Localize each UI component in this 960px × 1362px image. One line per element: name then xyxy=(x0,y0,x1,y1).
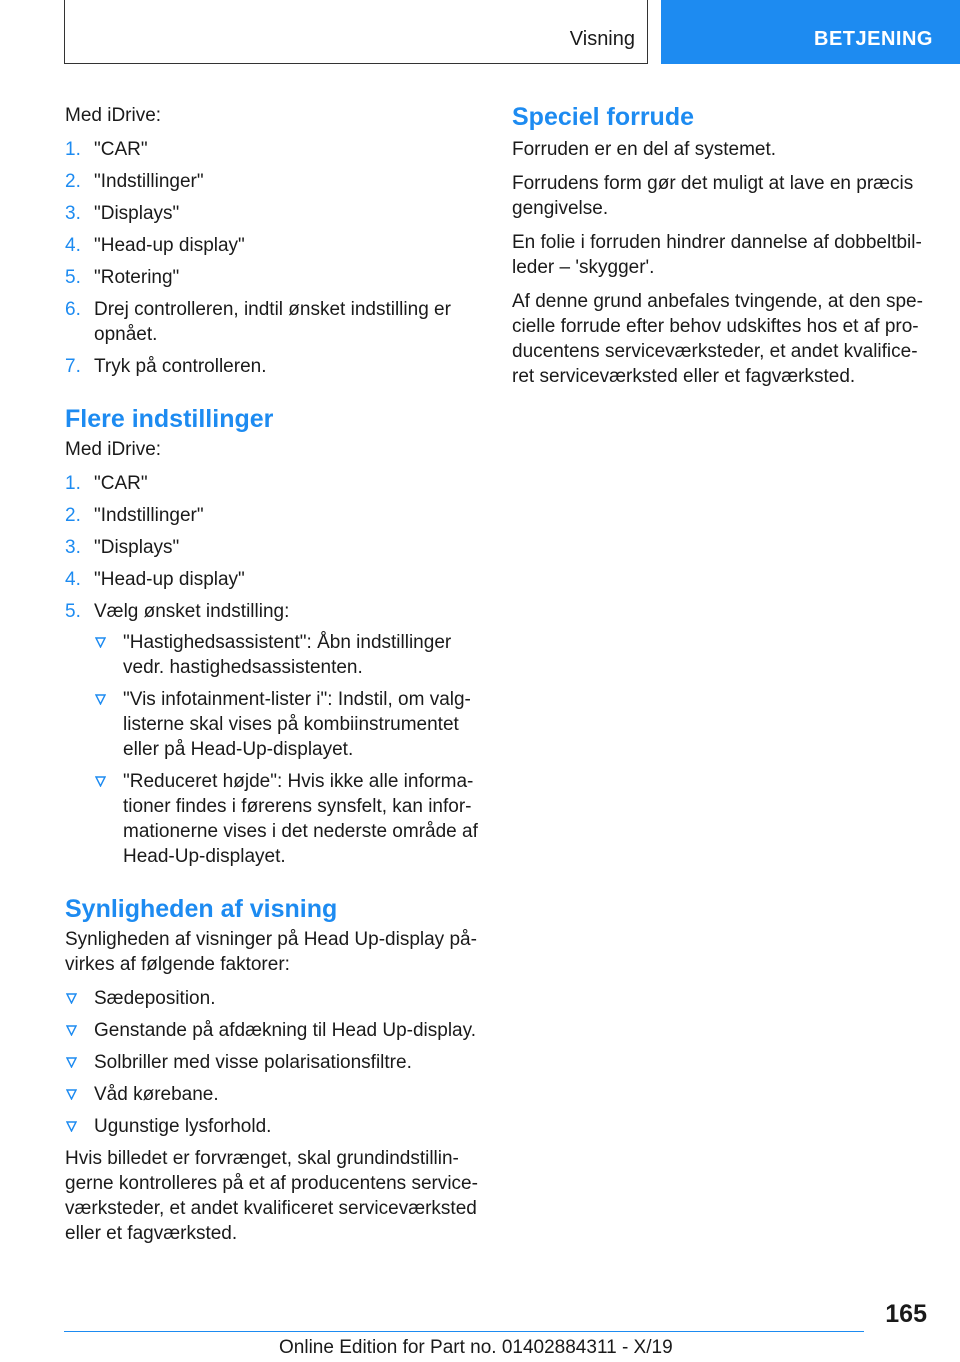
section-heading-visibility: Synligheden af visning xyxy=(65,895,338,923)
list-item xyxy=(65,471,480,496)
list-item xyxy=(65,986,480,1011)
step-text: "Displays" xyxy=(94,203,180,224)
step-text: Tryk på controlleren. xyxy=(94,356,267,377)
paragraph: Forruden er en del af systemet. xyxy=(512,139,777,160)
bullet-text: Våd kørebane. xyxy=(94,1084,219,1105)
step-text: "Rotering" xyxy=(94,267,180,288)
step-number: 2. xyxy=(65,505,81,526)
list-item xyxy=(65,1050,480,1075)
step-number: 5. xyxy=(65,267,81,288)
triangle-bullet-icon xyxy=(95,694,106,705)
intro-text: Med iDrive: xyxy=(65,105,162,126)
list-item xyxy=(65,233,480,258)
list-item xyxy=(65,599,480,869)
sub-item-text: "Reduceret højde": Hvis ikke alle informa-tioner findes i førerens synsfelt, kan infor-mationerne vises i det nederste område af Head-Up-displayet. xyxy=(123,771,478,867)
bullet-text: Genstande på afdækning til Head Up-display. xyxy=(94,1020,476,1041)
bullet-text: Solbriller med visse polarisationsfiltre. xyxy=(94,1052,412,1073)
list-item xyxy=(65,1082,480,1107)
steps-list-1 xyxy=(65,137,480,379)
triangle-bullet-icon xyxy=(66,1057,77,1068)
sub-bullet-list xyxy=(94,630,480,869)
section-heading-special-windshield: Speciel forrude xyxy=(512,103,694,131)
step-number: 1. xyxy=(65,139,81,160)
bullet-list xyxy=(65,986,480,1139)
list-item xyxy=(65,1114,480,1139)
step-text: "Head-up display" xyxy=(94,235,245,256)
list-item xyxy=(65,265,480,290)
step-number: 3. xyxy=(65,537,81,558)
left-column xyxy=(65,103,480,1255)
footer-edition-text: Online Edition for Part no. 01402884311 - X/19 xyxy=(279,1337,673,1358)
header-box xyxy=(64,0,648,64)
step-text: "Head-up display" xyxy=(94,569,245,590)
step-number: 2. xyxy=(65,171,81,192)
list-item xyxy=(65,201,480,226)
triangle-bullet-icon xyxy=(95,776,106,787)
step-text: "Indstillinger" xyxy=(94,171,204,192)
bullet-text: Ugunstige lysforhold. xyxy=(94,1116,272,1137)
step-number: 5. xyxy=(65,601,81,622)
list-item xyxy=(65,354,480,379)
paragraph: Hvis billedet er forvrænget, skal grundindstillin-gerne kontrolleres på et af producentens service-værksteder, et andet kvalificeret serviceværksted eller et fagværksted. xyxy=(65,1148,478,1244)
list-item xyxy=(65,137,480,162)
footer-divider xyxy=(64,1331,864,1332)
steps-list-2 xyxy=(65,471,480,869)
step-number: 1. xyxy=(65,473,81,494)
step-text: "CAR" xyxy=(94,473,148,494)
header-chapter-tab xyxy=(661,0,960,64)
paragraph: Synligheden af visninger på Head Up-display på-virkes af følgende faktorer: xyxy=(65,929,477,975)
sub-item-text: "Hastighedsassistent": Åbn indstillinger vedr. hastighedsassistenten. xyxy=(123,632,452,678)
list-item xyxy=(65,535,480,560)
list-item xyxy=(65,297,480,347)
step-number: 6. xyxy=(65,299,81,320)
intro-text: Med iDrive: xyxy=(65,439,162,460)
triangle-bullet-icon xyxy=(66,1121,77,1132)
section-heading-more-settings: Flere indstillinger xyxy=(65,405,274,433)
paragraph: Forrudens form gør det muligt at lave en præcis gengivelse. xyxy=(512,173,914,219)
list-item xyxy=(65,1018,480,1043)
list-item xyxy=(94,630,480,680)
step-number: 4. xyxy=(65,235,81,256)
step-text: "CAR" xyxy=(94,139,148,160)
step-number: 3. xyxy=(65,203,81,224)
header-section-title: Visning xyxy=(569,28,635,50)
triangle-bullet-icon xyxy=(66,993,77,1004)
right-column xyxy=(512,103,927,398)
triangle-bullet-icon xyxy=(66,1089,77,1100)
step-text: Vælg ønsket indstilling: xyxy=(94,601,290,622)
sub-item-text: "Vis infotainment-lister i": Indstil, om valg-listerne skal vises på kombiinstrumentet eller på Head-Up-displayet. xyxy=(123,689,471,760)
step-text: "Displays" xyxy=(94,537,180,558)
list-item xyxy=(94,687,480,762)
list-item xyxy=(65,169,480,194)
bullet-text: Sædeposition. xyxy=(94,988,216,1009)
triangle-bullet-icon xyxy=(95,637,106,648)
list-item xyxy=(65,503,480,528)
paragraph: En folie i forruden hindrer dannelse af dobbeltbil-leder – 'skygger'. xyxy=(512,232,922,278)
step-number: 4. xyxy=(65,569,81,590)
step-text: "Indstillinger" xyxy=(94,505,204,526)
header-chapter-label: BETJENING xyxy=(814,28,933,50)
list-item xyxy=(65,567,480,592)
page-number: 165 xyxy=(885,1300,927,1328)
step-text: Drej controlleren, indtil ønsket indstilling er opnået. xyxy=(94,299,451,345)
triangle-bullet-icon xyxy=(66,1025,77,1036)
list-item xyxy=(94,769,480,869)
step-number: 7. xyxy=(65,356,81,377)
paragraph: Af denne grund anbefales tvingende, at den spe-cielle forrude efter behov udskiftes hos et af pro-ducentens serviceværksteder, et andet kvalifice-ret serviceværksted eller et fagværksted. xyxy=(512,291,923,387)
